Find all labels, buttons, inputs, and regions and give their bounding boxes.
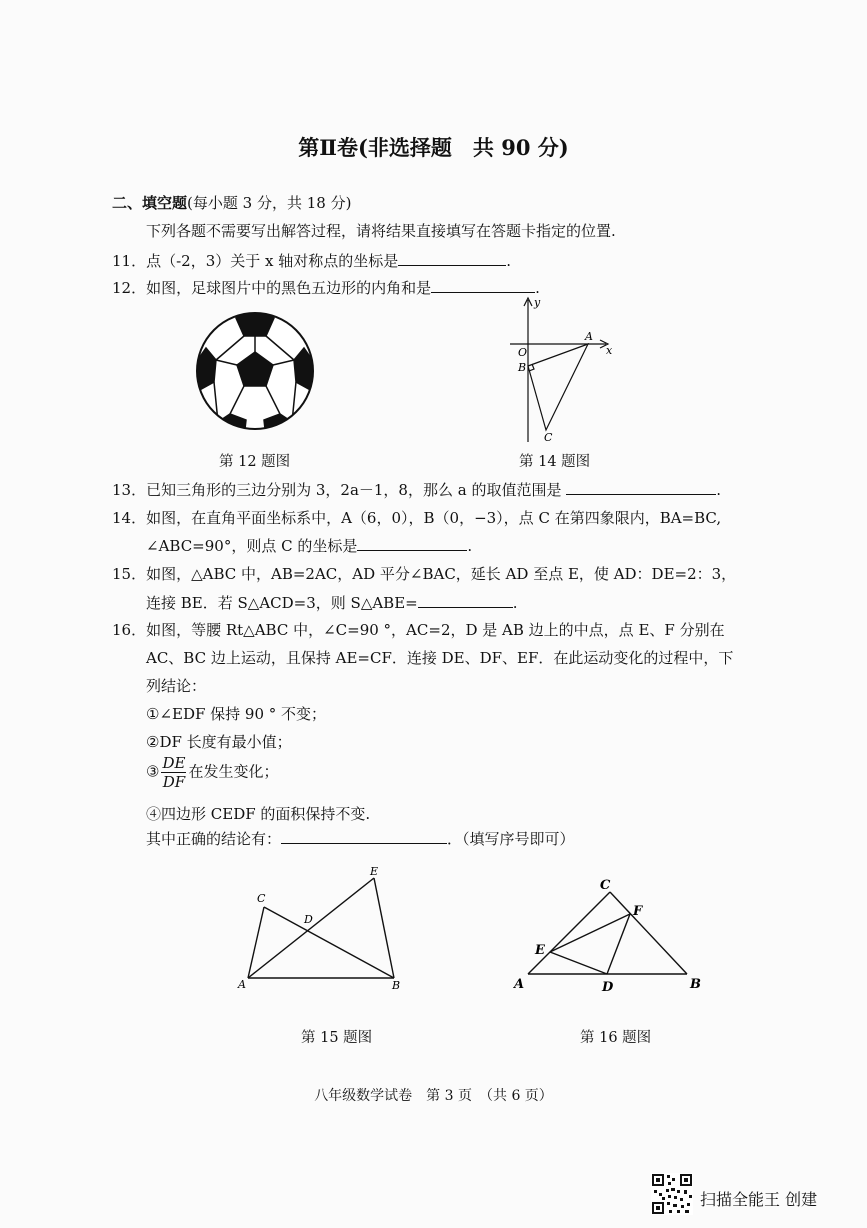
question-16-line-1: 16．如图，等腰 Rt△ABC 中，∠C=90 °，AC=2，D 是 AB 边上的中点，点 E、F 分别在 [112,621,725,639]
fig15-label-c: C [257,892,266,905]
fig16-label-a: A [514,977,525,992]
fig14-label-x: x [606,344,613,357]
figure-14-caption: 第 14 题图 [519,454,591,470]
conclusion-2: ②DF 长度有最小值； [146,733,292,751]
question-15-line-1: 15．如图，△ABC 中，AB=2AC，AD 平分∠BAC，延长 AD 至点 E，使 AD：DE=2：3， [112,565,737,583]
section-points: (每小题 3 分，共 18 分) [187,194,352,212]
fig15-label-d: D [304,913,313,926]
conclusion-3: ③ $\frac{DE}{DF}$ 在发生变化； [146,754,279,791]
section-label: 二、填空题 [112,194,188,212]
section-instruction: 下列各题不需要写出解答过程，请将结果直接填写在答题卡指定的位置. [146,222,616,240]
conclusion-4: ④四边形 CEDF 的面积保持不变. [146,805,371,823]
answer-blank[interactable] [281,829,447,844]
answer-blank[interactable] [431,278,535,293]
fig14-label-b: B [518,361,527,374]
fig16-label-d: D [602,980,614,995]
triangle-figure-15 [232,862,412,992]
soccer-ball-figure [192,308,318,434]
answer-blank[interactable] [357,536,467,551]
question-11: 11．点（-2，3）关于 x 轴对称点的坐标是 . [112,252,512,270]
figure-12-caption: 第 12 题图 [219,454,291,470]
question-16-answer: 其中正确的结论有： ．（填写序号即可） [146,830,575,848]
figure-15-caption: 第 15 题图 [301,1030,373,1046]
answer-blank[interactable] [566,480,716,495]
fig16-label-b: B [690,977,701,992]
fraction-de-df: $\frac{DE}{DF}$ [162,754,186,791]
triangle-figure-16 [510,872,710,997]
qr-code-icon [651,1173,693,1215]
question-16-line-2: AC、BC 边上运动，且保持 AE=CF．连接 DE、DF、EF．在此运动变化的过程中，下 [146,649,734,667]
question-15-line-2: 连接 BE．若 S△ACD=3，则 S△ABE= . [146,594,518,612]
page-footer: 八年级数学试卷 第 3 页 （共 6 页） [314,1088,553,1104]
page-title: 第Ⅱ卷(非选择题 共 90 分) [298,135,569,160]
scanner-watermark: 扫描全能王 创建 [700,1190,818,1209]
question-13: 13．已知三角形的三边分别为 3，2a－1，8，那么 a 的取值范围是 . [112,481,722,499]
conclusion-1: ①∠EDF 保持 90 ° 不变； [146,705,327,723]
question-12: 12．如图，足球图片中的黑色五边形的内角和是 . [112,279,540,297]
fig14-label-a: A [585,330,593,343]
figure-16-caption: 第 16 题图 [580,1030,652,1046]
fig14-label-c: C [544,431,553,444]
fig14-label-y: y [534,296,541,309]
coordinate-figure-14 [508,294,618,444]
question-14-line-1: 14．如图，在直角平面坐标系中，A（6，0），B（0，−3），点 C 在第四象限内，BA=BC, [112,509,722,527]
fig15-label-a: A [238,978,246,991]
section-heading [112,192,351,213]
fig14-label-o: O [518,346,528,359]
fig16-label-f: F [633,904,643,919]
question-14-line-2: ∠ABC=90°，则点 C 的坐标是 . [146,537,473,555]
question-16-line-3: 列结论： [146,677,207,695]
fig15-label-b: B [392,979,401,992]
fig16-label-e: E [535,943,545,958]
answer-blank[interactable] [418,593,513,608]
fig15-label-e: E [370,865,379,878]
answer-blank[interactable] [398,251,506,266]
fig16-label-c: C [600,878,611,893]
